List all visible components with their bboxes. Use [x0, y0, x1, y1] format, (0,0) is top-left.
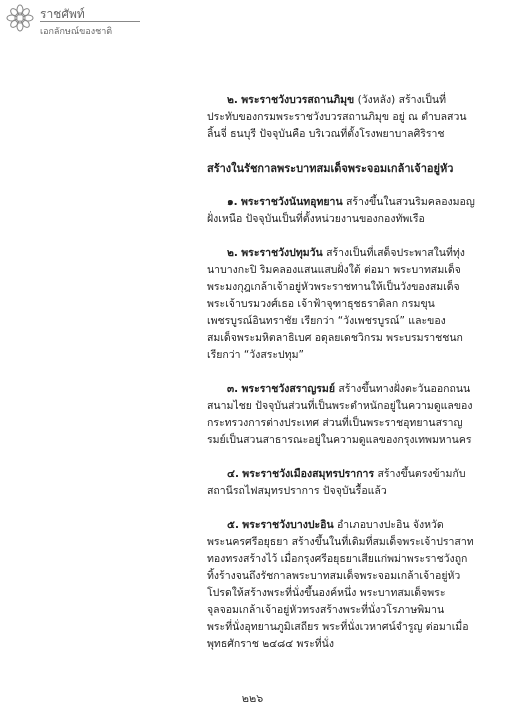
- item-number: ๒.: [227, 247, 238, 259]
- item-number: ๕.: [227, 519, 239, 531]
- brand-tagline: เอกลักษณ์ของชาติ: [40, 27, 113, 37]
- page-number: ๒๒๖: [241, 692, 264, 705]
- palace-name: พระราชวังบางปะอิน: [242, 519, 334, 531]
- item-number: ๓.: [227, 383, 239, 395]
- brand-title: ราชศัพท์: [40, 7, 85, 21]
- paragraph-wang-lang: [207, 92, 475, 143]
- publication-header: [6, 4, 206, 40]
- paragraph-text: (วังหลัง) สร้างเป็นที่ประทับของกรมพระราชวังบวรสถานภิมุข อยู่ ณ ตำบลสวนลิ้นจี่ ธนบุรี ปัจจุบันคือ บริเวณที่ตั้งโรงพยาบาลศิริราช: [207, 94, 467, 140]
- paragraph-text: สร้างขึ้นตรงข้ามกับสถานีรถไฟสมุทรปราการ ปัจจุบันรื้อแล้ว: [207, 468, 466, 497]
- paragraph-nanthauthayan: [207, 194, 475, 228]
- item-number: ๑.: [227, 196, 238, 208]
- brand-divider: [40, 21, 140, 22]
- paragraph-text: อำเภอบางปะอิน จังหวัดพระนครศรีอยุธยา สร้างขึ้นในที่เดิมที่สมเด็จพระเจ้าปราสาททองทรงสร้างไว้ เมื่อกรุงศรีอยุธยาเสียแก่พม่าพระราชวังถูกทิ้งร้างจนถึงรัชกาลพระบาทสมเด็จพระจอมเกล้าเจ้าอยู่หัว โปรดให้สร้างพระที่นั่งขึ้นองค์หนึ่ง พระบาทสมเด็จพระจุลจอมเกล้าเจ้าอยู่หัวทรงสร้างพระที่นั่งวโรภาษพิมาน พระที่นั่งอุทยานภูมิเสถียร พระที่นั่งเวหาศน์จำรูญ ต่อมาเมื่อพุทธศักราช ๒๔๘๔ พระที่นั่ง: [207, 519, 474, 650]
- paragraph-pathumwan: [207, 245, 475, 364]
- document-body: [207, 92, 475, 653]
- paragraph-samutprakan: [207, 466, 475, 500]
- paragraph-text: สร้างขึ้นในสวนริมคลองมอญฝั่งเหนือ ปัจจุบันเป็นที่ตั้งหน่วยงานของกองทัพเรือ: [207, 196, 475, 225]
- palace-name: พระราชวังสราญรมย์: [241, 383, 336, 395]
- paragraph-text: สร้างเป็นที่เสด็จประพาสในที่ทุ่งนาบางกะปิ ริมคลองแสนแสบฝั่งใต้ ต่อมา พระบาทสมเด็จพระมงกุฎเกล้าเจ้าอยู่หัวพระราชทานให้เป็นวังของสมเด็จพระเจ้าบรมวงศ์เธอ เจ้าฟ้าจุฑาธุชธราดิลก กรมขุนเพชรบูรณ์อินทราชัย เรียกว่า “วังเพชรบูรณ์” และของสมเด็จพระมหิตลาธิเบศ อดุลยเดชวิกรม พระบรมราชชนก เรียกว่า “วังสระปทุม”: [207, 247, 465, 361]
- paragraph-text: สร้างขึ้นทางฝั่งตะวันออกถนนสนามไชย ปัจจุบันส่วนที่เป็นพระตำหนักอยู่ในความดูแลของกระทรวงการต่างประเทศ ส่วนที่เป็นพระราชอุทยานสราญรมย์เป็นสวนสาธารณะอยู่ในความดูแลของกรุงเทพมหานคร: [207, 383, 473, 446]
- palace-name: พระราชวังเมืองสมุทรปราการ: [242, 468, 375, 480]
- item-number: ๔.: [227, 468, 239, 480]
- paragraph-bang-pa-in: [207, 517, 475, 653]
- palace-name: พระราชวังบวรสถานภิมุข: [241, 94, 355, 106]
- paragraph-saranrom: [207, 381, 475, 449]
- palace-name: พระราชวังปทุมวัน: [241, 247, 323, 259]
- lotus-emblem-icon: [6, 4, 34, 32]
- palace-name: พระราชวังนันทอุทยาน: [241, 196, 343, 208]
- section-heading: สร้างในรัชกาลพระบาทสมเด็จพระจอมเกล้าเจ้าอยู่หัว: [207, 162, 454, 175]
- item-number: ๒.: [227, 94, 238, 106]
